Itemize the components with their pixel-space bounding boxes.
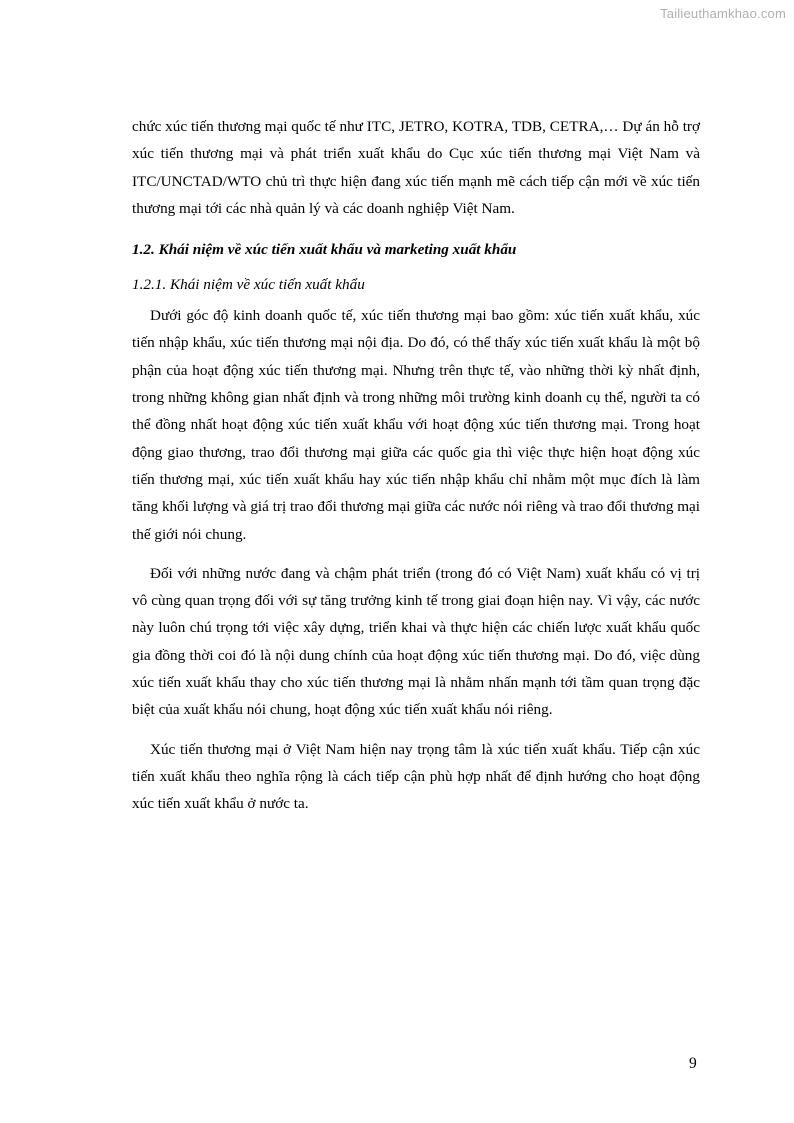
section-heading-1-2: 1.2. Khái niệm về xúc tiến xuất khẩu và marketing xuất khẩu xyxy=(132,241,517,259)
paragraph-continuation: chức xúc tiến thương mại quốc tế như ITC, JETRO, KOTRA, TDB, CETRA,… Dự án hỗ trợ xúc tiến thương mại và phát triển xuất khẩu do Cục xúc tiến thương mại Việt Nam và ITC/UNCTAD/WTO chủ trì thực hiện đang xúc tiến mạnh mẽ cách tiếp cận mới về xúc tiến thương mại tới các nhà quản lý và các doanh nghiệp Việt Nam. xyxy=(132,118,700,217)
page-number: 9 xyxy=(689,1055,697,1072)
paragraph-developing-countries: Đối với những nước đang và chậm phát triển (trong đó có Việt Nam) xuất khẩu có vị trị vô cùng quan trọng đối với sự tăng trưởng kinh tế trong giai đoạn hiện nay. Vì vậy, các nước này luôn chú trọng tới việc xây dựng, triển khai và thực hiện các chiến lược xuất khẩu quốc gia đồng thời coi đó là nội dung chính của hoạt động xúc tiến thương mại. Do đó, việc dùng xúc tiến xuất khẩu thay cho xúc tiến thương mại là nhằm nhấn mạnh tới tầm quan trọng đặc biệt của xuất khẩu nói chung, hoạt động xúc tiến xuất khẩu nói riêng. xyxy=(132,564,700,719)
subsection-heading-1-2-1: 1.2.1. Khái niệm về xúc tiến xuất khẩu xyxy=(132,276,365,294)
paragraph-definition: Dưới góc độ kinh doanh quốc tế, xúc tiến thương mại bao gồm: xúc tiến xuất khẩu, xúc tiến nhập khẩu, xúc tiến thương mại nội địa. Do đó, có thể thấy xúc tiến xuất khẩu là một bộ phận của hoạt động xúc tiến thương mại. Nhưng trên thực tế, vào những thời kỳ nhất định, trong những không gian nhất định và trong những môi trường kinh doanh cụ thể, người ta có thể đồng nhất hoạt động xúc tiến xuất khẩu với hoạt động xúc tiến thương mại. Trong hoạt động giao thương, trao đổi thương mại giữa các quốc gia thì việc thực hiện hoạt động xúc tiến thương mại, xúc tiến xuất khẩu hay xúc tiến nhập khẩu chỉ nhằm một mục đích là làm tăng khối lượng và giá trị trao đổi thương mại giữa các nước nói riêng và trao đổi thương mại thế giới nói chung. xyxy=(132,307,701,543)
paragraph-vietnam-focus: Xúc tiến thương mại ở Việt Nam hiện nay trọng tâm là xúc tiến xuất khẩu. Tiếp cận xúc tiến xuất khẩu theo nghĩa rộng là cách tiếp cận phù hợp nhất để định hướng cho hoạt động xúc tiến xuất khẩu ở nước ta. xyxy=(132,740,700,813)
page-body xyxy=(132,113,700,818)
watermark: Tailieuthamkhao.com xyxy=(660,6,786,21)
